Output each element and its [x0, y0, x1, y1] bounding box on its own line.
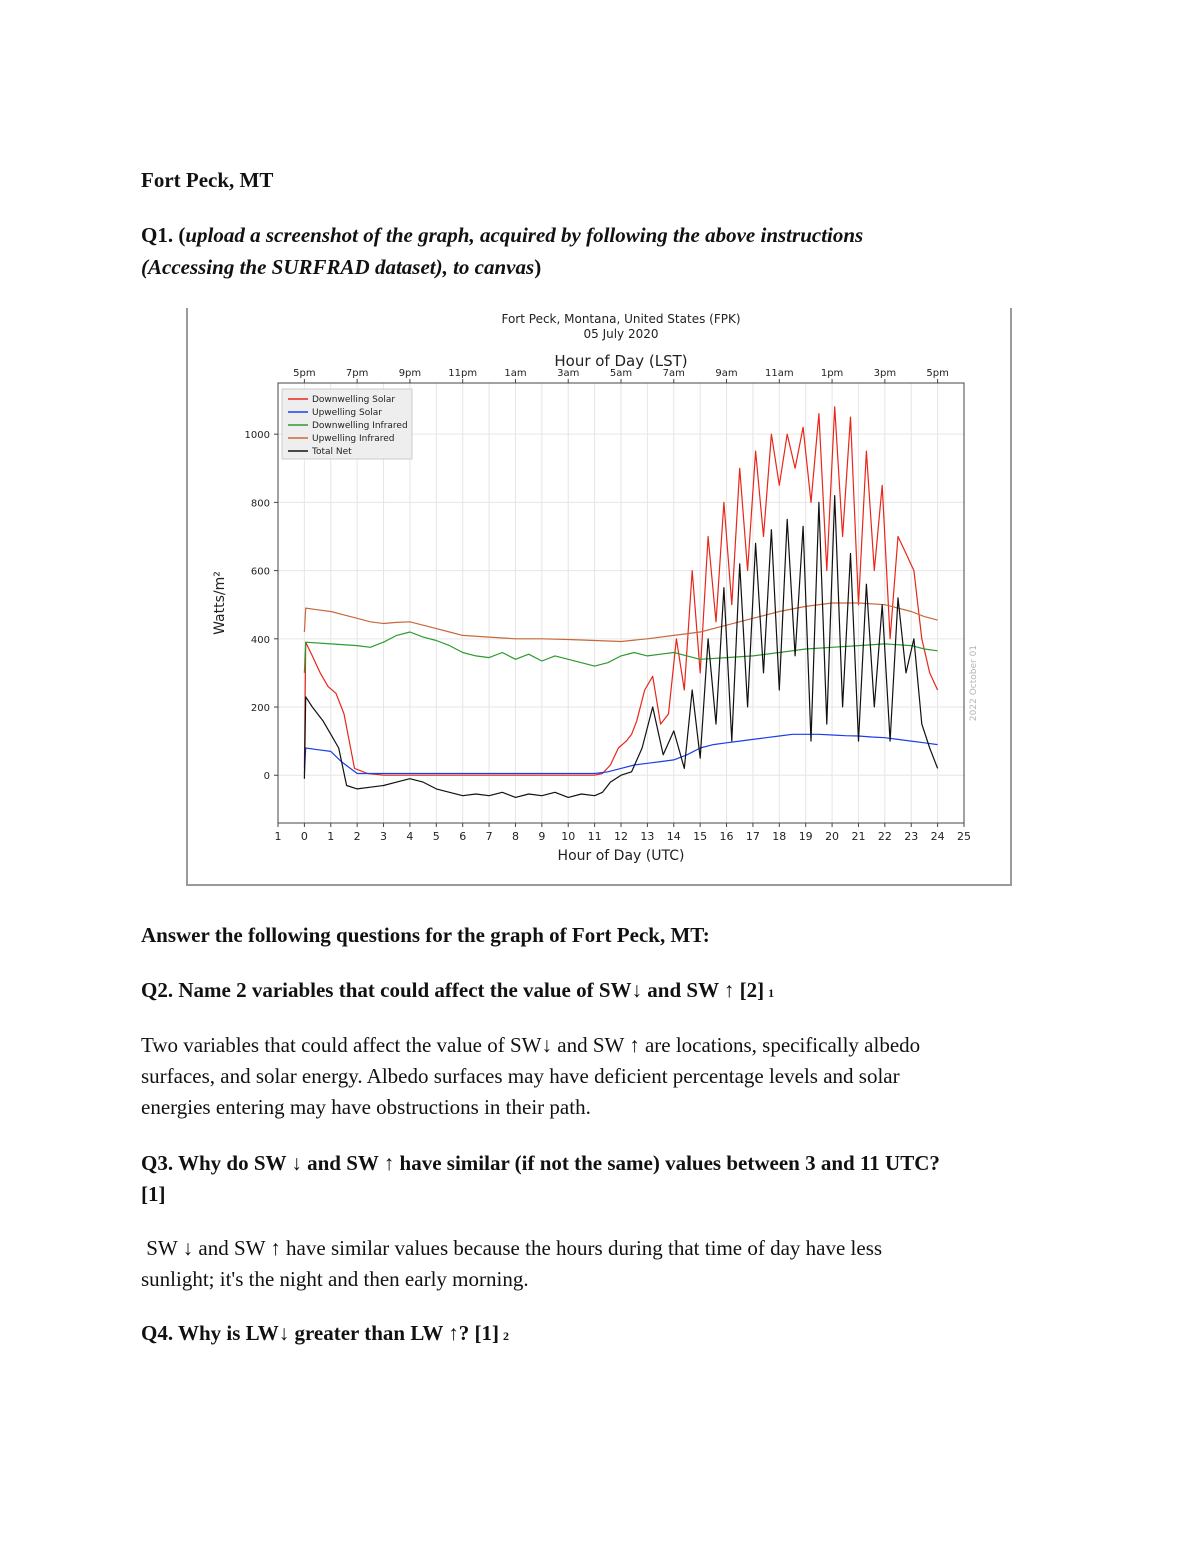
watermark: 2022 October 01	[969, 644, 979, 722]
legend-label: Upwelling Solar	[312, 408, 382, 418]
legend-label: Downwelling Solar	[312, 395, 396, 405]
x-axis-label: Hour of Day (UTC)	[557, 848, 685, 864]
answer-2-line-2: surfaces, and solar energy. Albedo surfaces may have deficient percentage levels and solar	[141, 1064, 900, 1088]
x-tick-label: 11	[587, 830, 602, 843]
x-tick-label: 7	[485, 830, 493, 843]
legend-label: Total Net	[312, 447, 352, 457]
x-tick-label: 20	[825, 830, 840, 843]
question-3-line-2: [1]	[141, 1182, 166, 1206]
legend-label: Upwelling Infrared	[312, 434, 395, 444]
top-tick-label: 9pm	[398, 368, 422, 379]
question-1-line-2	[141, 252, 541, 283]
x-tick-label: 22	[877, 830, 892, 843]
chart-title: Fort Peck, Montana, United States (FPK)	[501, 312, 741, 326]
chart-screenshot	[186, 308, 1012, 886]
top-tick-label: 3am	[557, 368, 580, 379]
top-axis-title: Hour of Day (LST)	[554, 352, 688, 370]
document-heading: Fort Peck, MT	[141, 168, 274, 192]
x-tick-label: 4	[406, 830, 414, 843]
top-tick-label: 3pm	[873, 368, 897, 379]
y-tick-label: 0	[263, 771, 270, 783]
top-tick-label: 5am	[609, 368, 633, 379]
answer-3-line-1: SW ↓ and SW ↑ have similar values because the hours during that time of day have less	[141, 1236, 883, 1260]
x-tick-label: 17	[745, 830, 760, 843]
top-tick-label: 5pm	[293, 368, 316, 379]
x-tick-label: 9	[538, 830, 546, 843]
x-tick-label: 10	[561, 830, 576, 843]
q2-text: Q2. Name 2 variables that could affect the value of SW↓ and SW ↑ [2]	[141, 978, 765, 1002]
surfrad-chart	[188, 308, 1010, 884]
top-tick-label: 1am	[504, 368, 527, 379]
x-tick-label: 14	[666, 830, 681, 843]
top-tick-label: 11pm	[448, 368, 478, 379]
q1-instruction-cont: (Accessing the SURFRAD dataset), to canvas	[141, 255, 535, 279]
question-2	[141, 975, 774, 1009]
answer-intro: Answer the following questions for the graph of Fort Peck, MT:	[141, 923, 710, 947]
x-tick-label: 5	[432, 830, 440, 843]
x-tick-label: 24	[930, 830, 945, 843]
top-tick-label: 7pm	[345, 368, 369, 379]
top-tick-label: 5pm	[926, 368, 949, 379]
q1-prefix: Q1. (	[141, 223, 186, 247]
q1-instruction: upload a screenshot of the graph, acquired by following the above instructions	[185, 223, 864, 247]
x-tick-label: 6	[459, 830, 467, 843]
y-tick-label: 800	[250, 498, 270, 510]
question-3-line-1: Q3. Why do SW ↓ and SW ↑ have similar (if not the same) values between 3 and 11 UTC?	[141, 1151, 940, 1175]
x-tick-label: 23	[904, 830, 919, 843]
question-4	[141, 1318, 509, 1352]
y-tick-label: 1000	[244, 430, 270, 442]
answer-2-line-1: Two variables that could affect the value of SW↓ and SW ↑ are locations, specifically albedo	[141, 1033, 921, 1057]
q4-text: Q4. Why is LW↓ greater than LW ↑? [1]	[141, 1321, 500, 1345]
y-tick-label: 400	[250, 634, 270, 646]
top-tick-label: 7am	[662, 368, 685, 379]
x-tick-label: 8	[511, 830, 519, 843]
answer-3-line-2: sunlight; it's the night and then early morning.	[141, 1267, 529, 1291]
x-tick-label: 19	[798, 830, 813, 843]
question-1	[141, 220, 863, 251]
x-tick-label: 2	[353, 830, 361, 843]
x-tick-label: 1	[274, 830, 282, 843]
top-tick-label: 11am	[765, 368, 794, 379]
x-tick-label: 18	[772, 830, 787, 843]
comment-marker-2[interactable]: 2	[503, 1329, 510, 1343]
x-tick-label: 0	[300, 830, 308, 843]
x-tick-label: 25	[957, 830, 971, 843]
comment-marker-1[interactable]: 1	[768, 986, 775, 1000]
q1-suffix: )	[534, 255, 542, 279]
y-axis-label: Watts/m²	[212, 571, 228, 635]
top-tick-label: 9am	[715, 368, 738, 379]
answer-2-line-3: energies entering may have obstructions in their path.	[141, 1095, 591, 1119]
x-tick-label: 13	[640, 830, 655, 843]
x-tick-label: 1	[327, 830, 335, 843]
x-tick-label: 16	[719, 830, 734, 843]
x-tick-label: 21	[851, 830, 866, 843]
legend-label: Downwelling Infrared	[312, 421, 408, 431]
x-tick-label: 3	[380, 830, 388, 843]
top-tick-label: 1pm	[820, 368, 844, 379]
x-tick-label: 12	[614, 830, 628, 843]
chart-subtitle: 05 July 2020	[583, 327, 659, 341]
y-tick-label: 200	[250, 703, 270, 715]
y-tick-label: 600	[250, 566, 270, 578]
x-tick-label: 15	[693, 830, 708, 843]
